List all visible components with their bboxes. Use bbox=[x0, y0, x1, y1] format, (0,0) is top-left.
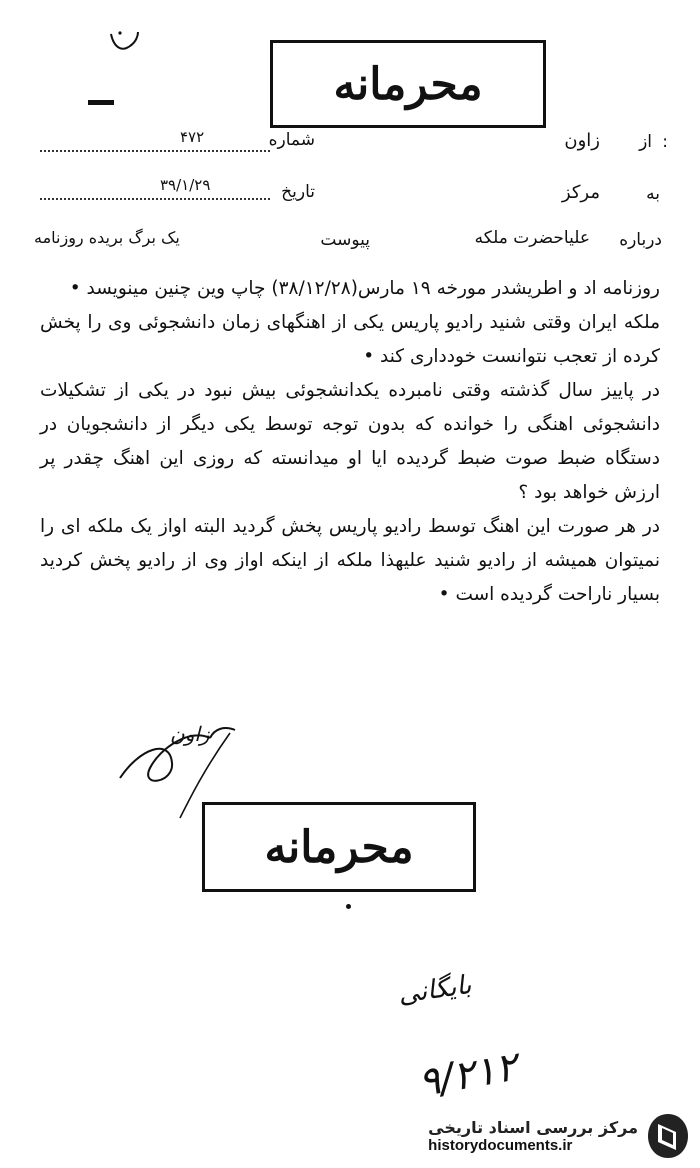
body-paragraph: ملکه ایران وقتی شنید رادیو پاریس یکی از اهنگهای زمان دانشجوئی وی را پخش کرده از تعجب نتوانست خودداری کند • bbox=[40, 312, 660, 367]
archive-logo bbox=[420, 1108, 690, 1164]
subject-label: درباره bbox=[619, 230, 662, 250]
from-colon: : bbox=[662, 132, 668, 152]
date-dotted-line bbox=[40, 198, 270, 200]
number-dotted-line bbox=[40, 150, 270, 152]
body-paragraph: در پاییز سال گذشته وقتی نامبرده یکدانشجوئی بیش نبود در یکی از تشکیلات دانشجوئی اهنگی را خوانده که بدون توجه توسط یکی دیگر از دانشجویان در دستگاه ضبط صوت ضبط گردیده ایا او میدانسته که روزی این اهنگ چقدر پر ارزش خواهد بود ؟ bbox=[40, 380, 660, 503]
dash-mark bbox=[88, 100, 114, 105]
ink-dot bbox=[346, 904, 351, 909]
subject-value: علیاحضرت ملکه bbox=[474, 228, 590, 248]
stamp-text: محرمانه bbox=[264, 821, 414, 873]
stamp-text: محرمانه bbox=[333, 58, 483, 110]
confidential-stamp-top bbox=[270, 40, 546, 128]
handwritten-note: بایگانی bbox=[396, 970, 474, 1010]
body-paragraph: در هر صورت این اهنگ توسط رادیو پاریس پخش گردید البته اواز یک ملکه ای را نمیتوان همیشه از رادیو شنید علیهذا ملکه از اینکه اواز وی از رادیو پخش کردید بسیار ناراحت گردیده است • bbox=[40, 516, 660, 605]
handwritten-file-number: ۹/۲۱۲ bbox=[414, 1043, 521, 1107]
attachment-label: پیوست bbox=[320, 230, 370, 250]
handwritten-initials: زاون bbox=[170, 722, 210, 746]
number-value: ۴۷۲ bbox=[180, 128, 205, 146]
number-label: شماره bbox=[268, 130, 315, 150]
confidential-stamp-bottom bbox=[202, 802, 476, 892]
to-label: به bbox=[646, 184, 660, 204]
logo-text-en: historydocuments.ir bbox=[428, 1137, 573, 1154]
logo-text-fa: مرکز بررسی اسناد تاریخی bbox=[428, 1118, 638, 1137]
pen-mark-icon bbox=[108, 28, 142, 56]
date-value: ۳۹/۱/۲۹ bbox=[160, 176, 211, 194]
attachment-value: یک برگ بریده روزنامه bbox=[34, 228, 180, 247]
letter-body bbox=[40, 272, 660, 612]
to-value: مرکز bbox=[561, 182, 600, 203]
date-label: تاریخ bbox=[281, 182, 315, 202]
body-paragraph: روزنامه اد و اطریشدر مورخه ۱۹ مارس(۳۸/۱۲/۲۸) چاپ وین چنین مینویسد • bbox=[69, 278, 660, 299]
archive-logo-icon bbox=[646, 1112, 690, 1160]
from-value: زاون bbox=[564, 130, 600, 151]
from-label: از bbox=[639, 132, 652, 152]
